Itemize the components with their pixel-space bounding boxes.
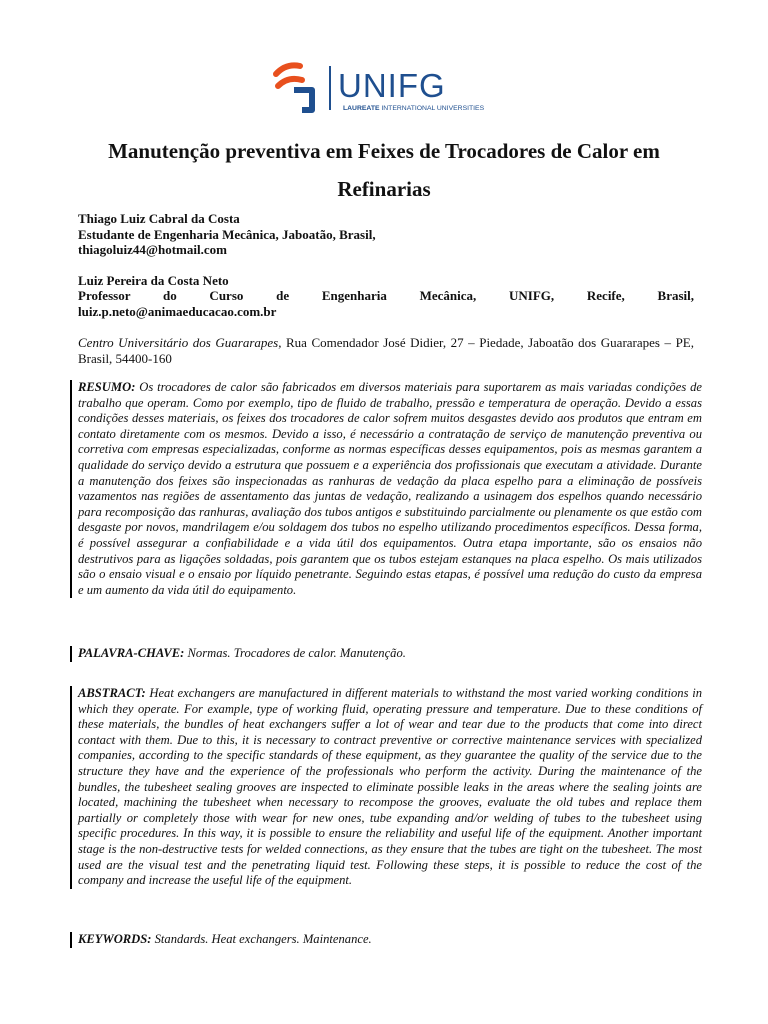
- logo-swoosh-bottom: [278, 79, 302, 86]
- palavra-chave-label: PALAVRA-CHAVE:: [78, 646, 185, 660]
- author-role: Estudante de Engenharia Mecânica, Jaboatão, Brasil,: [78, 226, 376, 242]
- resumo-label: RESUMO:: [78, 380, 136, 394]
- abstract-section: [70, 686, 702, 889]
- palavra-chave-text: Normas. Trocadores de calor. Manutenção.: [184, 646, 406, 660]
- resumo-section: [70, 380, 702, 598]
- logo-swoosh-top: [276, 65, 300, 74]
- logo-divider: [329, 66, 331, 110]
- author-name: Luiz Pereira da Costa Neto: [78, 272, 229, 288]
- keywords-section: [70, 932, 702, 948]
- palavra-chave-section: [70, 646, 702, 662]
- authors-block: [78, 211, 694, 334]
- author-name: Thiago Luiz Cabral da Costa: [78, 211, 240, 226]
- affiliation-institution: Centro Universitário dos Guararapes,: [78, 335, 282, 350]
- keywords-text: Standards. Heat exchangers. Maintenance.: [151, 932, 372, 946]
- author-2: [78, 273, 694, 320]
- author-role: Professor do Curso de Engenharia Mecânica, UNIFG, Recife, Brasil,: [78, 288, 694, 303]
- logo-hook: [294, 90, 312, 110]
- logo-tagline: LAUREATE INTERNATIONAL UNIVERSITIES: [343, 105, 485, 112]
- unifg-logo: [272, 60, 502, 116]
- author-1: [78, 211, 694, 258]
- affiliation-address: Rua Comendador José Didier, 27 – Piedade, Jaboatão dos Guararapes – PE, Brasil, 54400-160: [78, 335, 694, 366]
- paper-title: Manutenção preventiva em Feixes de Trocadores de Calor em Refinarias: [108, 139, 660, 201]
- abstract-label: ABSTRACT:: [78, 686, 146, 700]
- author-email: thiagoluiz44@hotmail.com: [78, 242, 227, 257]
- logo-brand: UNIFG: [338, 67, 446, 104]
- resumo-text: Os trocadores de calor são fabricados em diversos materiais para suportarem as mais variadas condições de trabalho que operam. Como por exemplo, tipo de fluido de trabalho, pressão e temperatura de operação. Devido a essas condições desses materiais, os feixes dos trocadores de calor sofrem muitos desgastes devido aos produtos que entram em contato diretamente com os mesmos. Devido a isso, é necessário a contratação de serviço de manutenção preventiva ou corretiva com empresas especializadas, conforme as normas específicas desses equipamentos, pois as mesmas garantem a qualidade do serviço devido a estrutura que possuem e a experiência dos profissionais que executam a atividade. Durante a manutenção dos feixes são inspecionadas as ranhuras de vedação da placa espelho para a eliminação de possíveis vazamentos nas regiões de assentamento das juntas de vedação, realizando a usinagem dos espelhos quando necessário para recomposição das ranhuras, avaliação dos tubos antigos e substituindo parcialmente ou plenamente os que estão com desgaste por novos, mandrilagem e/ou soldagem dos tubos no espelho utilizando procedimentos específicos. Dessa forma, é possível assegurar a confiabilidade e a vida útil dos equipamentos. Outra etapa importante, são os ensaios não destrutivos para as ligações soldadas, pois garantem que os tubos estejam estanques na placa espelho. Os mais utilizados são o ensaio visual e o ensaio por líquido penetrante. Seguindo estas etapas, é possível uma redução do custo da empresa e um aumento da vida útil do equipamento.: [78, 380, 702, 597]
- abstract-text: Heat exchangers are manufactured in different materials to withstand the most varied working conditions in which they operate. For example, type of working fluid, operating pressure and temperature. Due to these conditions of these materials, the bundles of heat exchangers suffer a lot of wear and tear due to the products that come into direct contact with them. Due to this, it is necessary to contract preventive or corrective maintenance services with specialized companies, according to the specific standards of these equipment, as they guarantee the quality of the service due to the structure they have and the experience of the professionals who perform the activity. During the maintenance of the bundles, the tubesheet sealing grooves are inspected to eliminate possible leaks in the areas where the sealing joints are located, machining the tubesheet when necessary to recompose the grooves, evaluate the old tubes and replace them partially or completely those with wear for new ones, tube expanding and/or welding of tubes to the tubesheet using specific procedures. In this way, it is possible to ensure the reliability and useful life of the equipment. Another important stage is the non-destructive tests for welded connections, as they ensure that the tubes are tight on the tubesheet. The most used are the visual test and the penetrating liquid test. Following these steps, it is possible to reduce the cost of the company and increase the useful life of the equipment.: [78, 686, 702, 888]
- affiliation: [78, 335, 694, 367]
- keywords-label: KEYWORDS:: [78, 932, 152, 946]
- author-email: luiz.p.neto@animaeducacao.com.br: [78, 303, 277, 319]
